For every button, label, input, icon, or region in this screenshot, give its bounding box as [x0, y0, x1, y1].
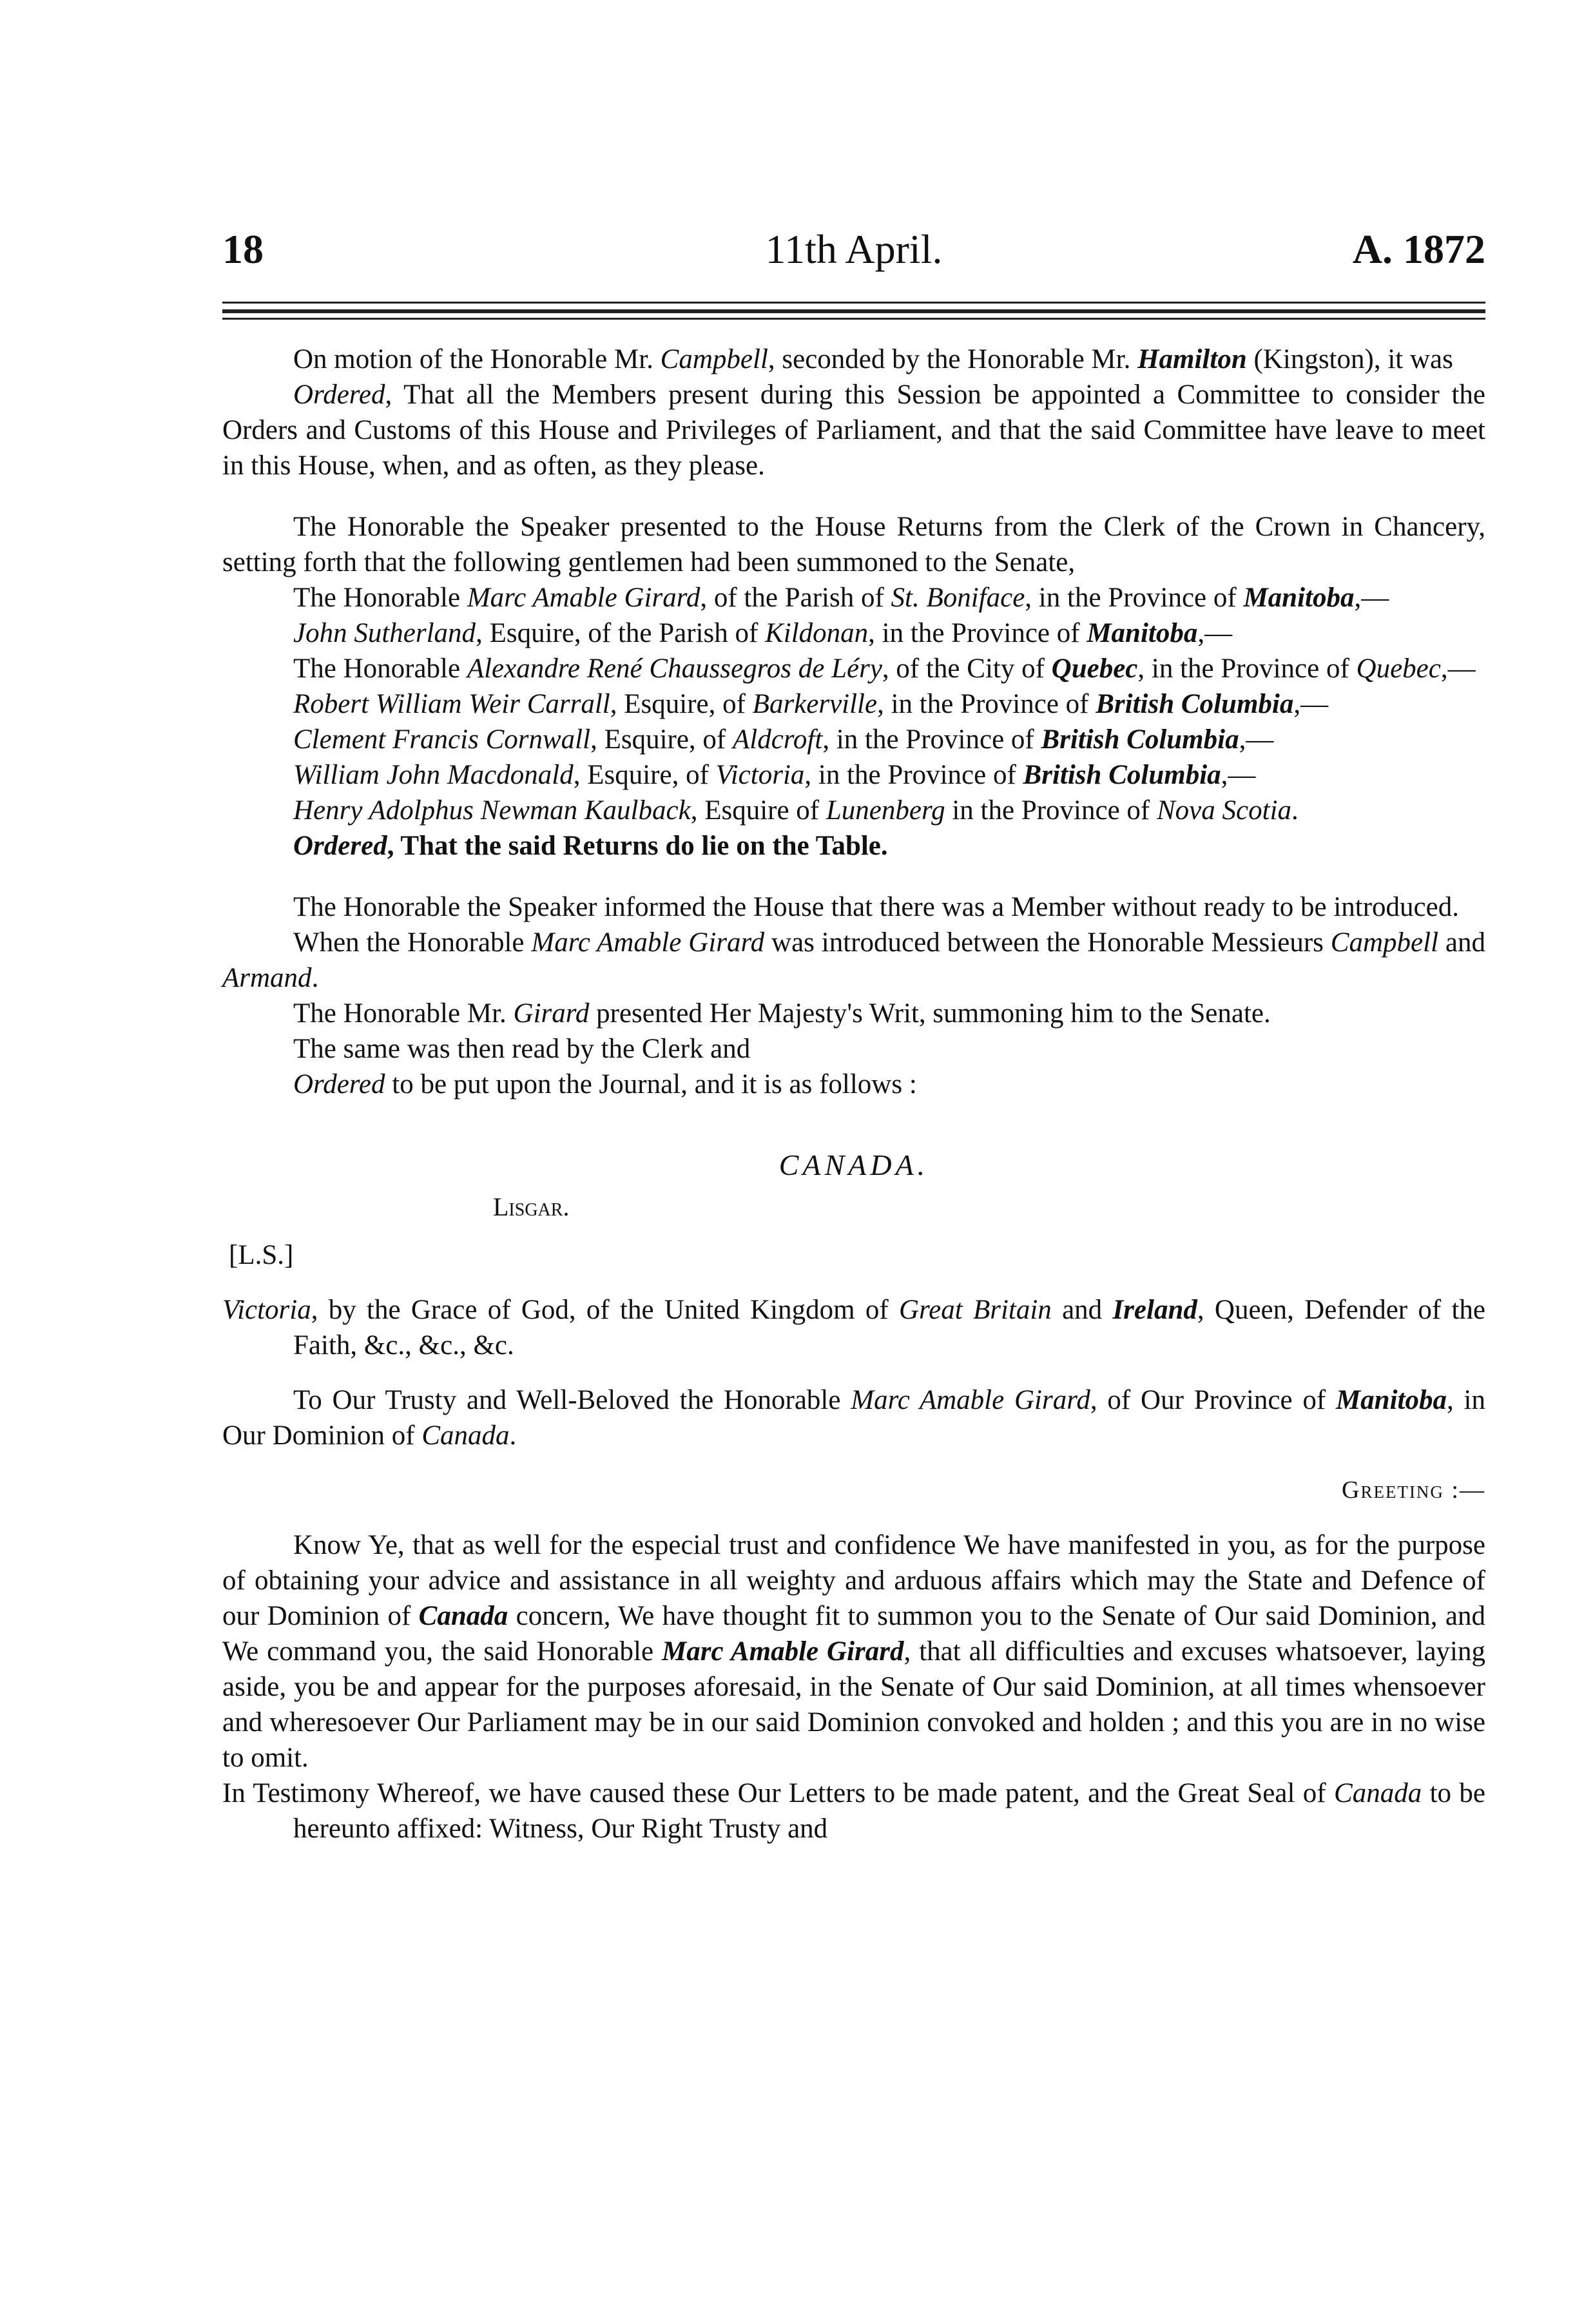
writ-presentation: The Honorable Mr. Girard presented Her Majesty's Writ, summoning him to the Senate.	[293, 998, 1271, 1029]
returns-order: Ordered, That the said Returns do lie on the Table.	[293, 831, 888, 861]
journal-body	[222, 342, 1485, 1846]
header-rule-thick	[222, 309, 1485, 313]
governor-signature: Lisgar.	[493, 1192, 570, 1221]
writ-greeting: Greeting :—	[1342, 1477, 1485, 1504]
writ-addressee: To Our Trusty and Well-Beloved the Honorable Marc Amable Girard, of Our Province of Manitoba, in Our Dominion of Canada.	[222, 1385, 1485, 1451]
summons-entry: Henry Adolphus Newman Kaulback, Esquire of Lunenberg in the Province of Nova Scotia.	[293, 795, 1299, 826]
summons-entry: John Sutherland, Esquire, of the Parish of Kildonan, in the Province of Manitoba,—	[293, 618, 1233, 648]
returns-intro: The Honorable the Speaker presented to the House Returns from the Clerk of the Crown in Chancery, setting forth that the following gentlemen had been summoned to the Senate,	[222, 512, 1485, 577]
header-rule-bottom	[222, 318, 1485, 320]
summons-entry: Clement Francis Cornwall, Esquire, of Aldcroft, in the Province of British Columbia,—	[293, 724, 1274, 755]
summons-entry: Robert William Weir Carrall, Esquire, of Barkerville, in the Province of British Columbia,—	[293, 689, 1329, 719]
seal-mark: [L.S.]	[229, 1240, 294, 1270]
writ-order: Ordered to be put upon the Journal, and it is as follows :	[293, 1069, 917, 1099]
header-rule	[222, 302, 1485, 304]
page-header	[222, 226, 1485, 284]
header-year: A. 1872	[1352, 226, 1485, 272]
writ-heading: CANADA.	[778, 1148, 929, 1181]
writ-sovereign: Victoria, by the Grace of God, of the United Kingdom of Great Britain and Ireland, Queen, Defender of the Faith, &c., &c., &c.	[222, 1295, 1485, 1361]
summons-entry: The Honorable Alexandre René Chaussegros de Léry, of the City of Quebec, in the Province of Quebec,—	[293, 654, 1476, 684]
summons-entry: William John Macdonald, Esquire, of Victoria, in the Province of British Columbia,—	[293, 760, 1256, 790]
writ-testimony: In Testimony Whereof, we have caused these Our Letters to be made patent, and the Great Seal of Canada to be hereunto affixed: Witness, Our Right Trusty and	[222, 1778, 1486, 1844]
summons-entry: The Honorable Marc Amable Girard, of the Parish of St. Boniface, in the Province of Manitoba,—	[293, 583, 1389, 613]
writ-command: Know Ye, that as well for the especial trust and confidence We have manifested in you, as for the purpose of obtaining your advice and assistance in all weighty and arduous affairs which may the State and Defence of our Dominion of Canada concern, We have thought fit to summon you to the Senate of Our said Dominion, and We command you, the said Honorable Marc Amable Girard, that all difficulties and excuses whatsoever, laying aside, you be and appear for the purposes aforesaid, in the Senate of Our said Dominion, at all times whensoever and wheresoever Our Parliament may be in our said Dominion convoked and holden ; and this you are in no wise to omit.	[222, 1530, 1486, 1773]
member-introduction: The Honorable the Speaker informed the House that there was a Member without ready to be introduced.	[293, 892, 1459, 922]
committee-motion: On motion of the Honorable Mr. Campbell, seconded by the Honorable Mr. Hamilton (Kingston), it was	[293, 344, 1453, 374]
writ-read: The same was then read by the Clerk and	[293, 1034, 751, 1064]
header-date: 11th April.	[765, 226, 943, 272]
page-number: 18	[222, 226, 264, 272]
committee-order: Ordered, That all the Members present during this Session be appointed a Committee to consider the Orders and Customs of this House and Privileges of Parliament, and that the said Committee have leave to meet in this House, when, and as often, as they please.	[222, 380, 1485, 481]
introduction-detail: When the Honorable Marc Amable Girard was introduced between the Honorable Messieurs Campbell and Armand.	[222, 927, 1485, 993]
